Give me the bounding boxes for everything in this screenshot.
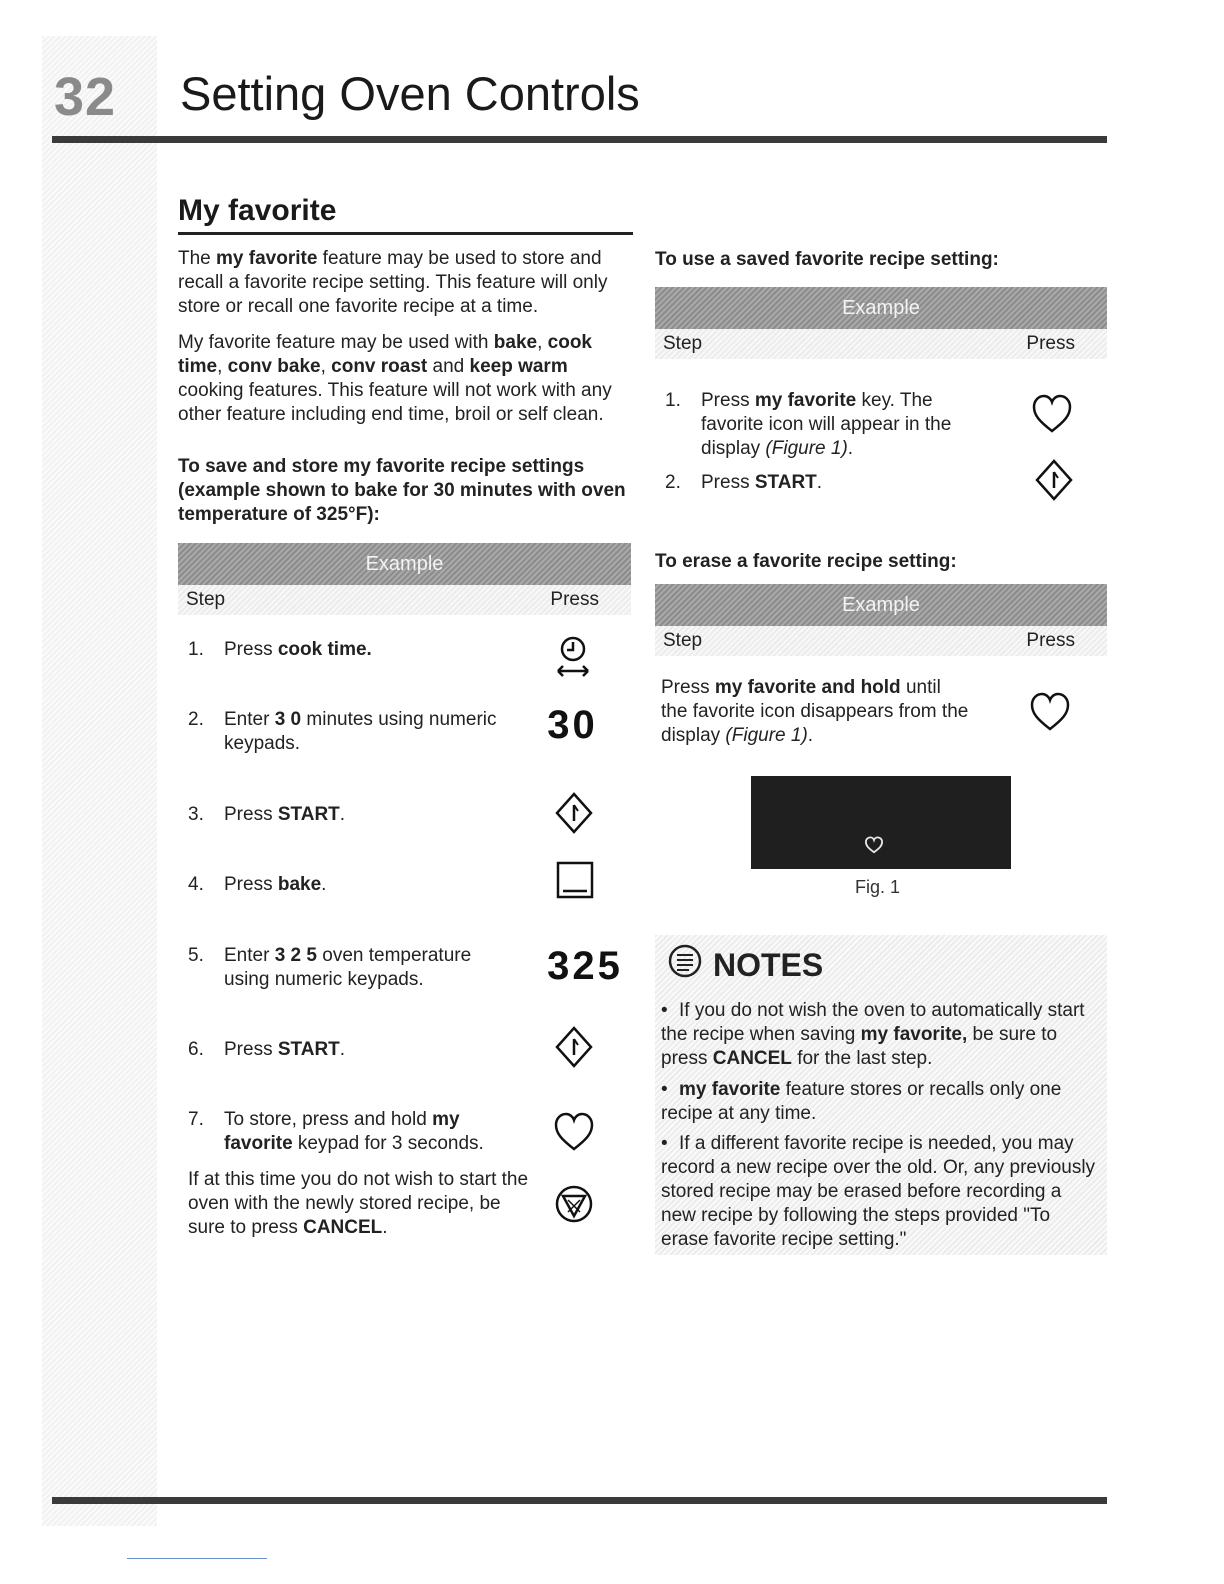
use-step-1: 1. Press my favorite key. The favorite icon will appear in the display (Figure 1). (665, 390, 952, 459)
step-label: Step (663, 630, 703, 651)
use-step-2: 2. Press START. (665, 472, 823, 493)
keypad-325-display: 325 (547, 943, 623, 988)
heart-icon (1026, 688, 1074, 736)
bake-icon (553, 858, 597, 902)
erase-heading: To erase a favorite recipe setting: (655, 551, 957, 572)
decorative-side-strip (42, 36, 157, 1526)
save-step-5: 5. Enter 3 2 5 oven temperature using numeric keypads. (188, 945, 472, 990)
step-label: Step (663, 333, 703, 354)
note-item-3: • If a different favorite recipe is needed, you may record a new recipe over the old. Or, any previously stored recipe may be erased before recording a new recipe by following the steps provided "To erase favorite recipe setting." (661, 1133, 1096, 1250)
note-item-2: • my favorite feature stores or recalls only one recipe at any time. (661, 1079, 1062, 1124)
step-label: Step (186, 589, 226, 610)
use-heading: To use a saved favorite recipe setting: (655, 249, 999, 270)
erase-section (655, 550, 1107, 574)
cook-time-icon (548, 632, 598, 680)
header-rule (52, 136, 1107, 143)
keypad-30-display: 30 (547, 702, 598, 747)
step-header (178, 585, 631, 615)
cancel-note: If at this time you do not wish to start the oven with the newly stored recipe, be sure to press CANCEL. (188, 1169, 529, 1238)
display-figure (751, 776, 1011, 869)
use-section (655, 248, 1107, 272)
press-label: Press (1026, 630, 1075, 651)
save-step-6: 6. Press START. (188, 1039, 346, 1060)
heart-icon (864, 836, 884, 859)
press-label: Press (550, 589, 599, 610)
left-column (178, 194, 633, 527)
figure-caption: Fig. 1 (855, 877, 901, 897)
note-item-1: • If you do not wish the oven to automatically start the recipe when saving my favorite, be sure to press CANCEL for the last step. (661, 1000, 1085, 1069)
save-step-2: 2. Enter 3 0 minutes using numeric keypads. (188, 709, 497, 754)
erase-step: Press my favorite and hold until the favorite icon disappears from the display (Figure 1). (661, 677, 969, 746)
heart-icon (1028, 390, 1076, 438)
save-example-table (178, 543, 631, 615)
step-header (655, 329, 1107, 359)
page-title: Setting Oven Controls (180, 67, 640, 120)
step-header (655, 626, 1107, 656)
start-icon (550, 1022, 598, 1072)
footer-rule (52, 1497, 1107, 1504)
save-step-4: 4. Press bake. (188, 874, 327, 895)
intro-paragraph-2: My favorite feature may be used with bake, cook time, conv bake, conv roast and keep warm cooking features. This feature will not work with any other feature including end time, broil or self clean. (178, 332, 612, 425)
page-number: 32 (54, 67, 117, 127)
save-step-3: 3. Press START. (188, 804, 346, 825)
example-bar: Example (655, 584, 1107, 626)
notes-box (655, 935, 1107, 1255)
start-icon (1030, 455, 1078, 505)
start-icon (550, 788, 598, 838)
footer-line (127, 1558, 267, 1559)
cancel-icon (550, 1180, 598, 1228)
heart-icon (550, 1108, 598, 1156)
section-title: My favorite (178, 194, 633, 235)
intro-paragraph-1: The my favorite feature may be used to store and recall a favorite recipe setting. This feature will only store or recall one favorite recipe at a time. (178, 248, 608, 317)
erase-example-table (655, 584, 1107, 656)
save-heading: To save and store my favorite recipe settings (example shown to bake for 30 minutes with oven temperature of 325°F): (178, 456, 626, 525)
example-bar: Example (655, 287, 1107, 329)
save-step-7: 7. To store, press and hold my favorite keypad for 3 seconds. (188, 1109, 484, 1154)
use-example-table (655, 287, 1107, 359)
save-step-1: 1. Press cook time. (188, 639, 372, 660)
notes-icon (667, 943, 703, 987)
example-bar: Example (178, 543, 631, 585)
press-label: Press (1026, 333, 1075, 354)
notes-title: NOTES (667, 943, 823, 987)
